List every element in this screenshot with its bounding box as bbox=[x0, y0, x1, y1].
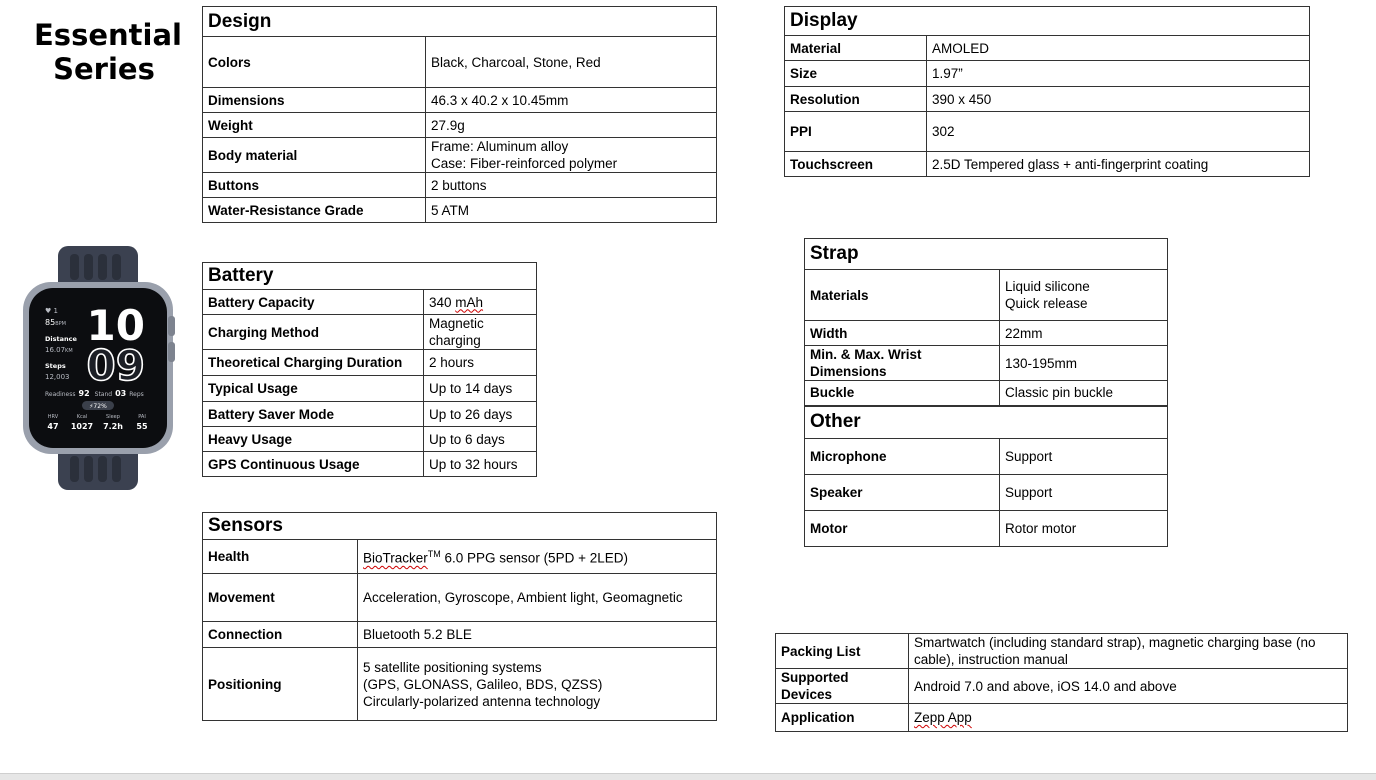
distance-value: 16.07KM bbox=[45, 346, 73, 354]
table-row: Body material Frame: Aluminum alloy Case: Fiber-reinforced polymer bbox=[203, 138, 717, 173]
table-row: Movement Acceleration, Gyroscope, Ambient light, Geomagnetic bbox=[203, 574, 717, 622]
minute: 09 bbox=[86, 341, 145, 390]
table-row: Motor Rotor motor bbox=[805, 511, 1168, 547]
stat-label-hrv: HRV bbox=[47, 414, 59, 420]
steps-value: 12,003 bbox=[45, 373, 70, 381]
sensors-table bbox=[202, 512, 717, 721]
table-row: Weight 27.9g bbox=[203, 113, 717, 138]
smartwatch-image bbox=[18, 246, 178, 490]
steps-label: Steps bbox=[45, 362, 66, 370]
table-row: Battery Saver Mode Up to 26 days bbox=[203, 402, 537, 427]
table-row: PPI 302 bbox=[785, 112, 1310, 152]
table-row: Microphone Support bbox=[805, 439, 1168, 475]
misc-table bbox=[775, 633, 1348, 732]
table-row: GPS Continuous Usage Up to 32 hours bbox=[203, 452, 537, 477]
display-header: Display bbox=[785, 7, 1310, 36]
sensors-header: Sensors bbox=[203, 513, 717, 540]
stat-value-hrv: 47 bbox=[47, 422, 59, 431]
table-row: Resolution 390 x 450 bbox=[785, 87, 1310, 112]
table-row: Material AMOLED bbox=[785, 36, 1310, 61]
table-row: Supported Devices Android 7.0 and above, iOS 14.0 and above bbox=[776, 669, 1348, 704]
table-row: Buttons 2 buttons bbox=[203, 173, 717, 198]
table-row: Touchscreen 2.5D Tempered glass + anti-fingerprint coating bbox=[785, 152, 1310, 177]
table-row: Health BioTracker™ 6.0 PPG sensor (5PD + 2LED) bbox=[203, 540, 717, 574]
table-row: Size 1.97” bbox=[785, 61, 1310, 87]
distance-label: Distance bbox=[45, 335, 77, 343]
table-row: Packing List Smartwatch (including standard strap), magnetic charging base (no cable), instruction manual bbox=[776, 634, 1348, 669]
stat-value-kcal: 1027 bbox=[70, 422, 94, 431]
table-row: Speaker Support bbox=[805, 475, 1168, 511]
hour: 10 bbox=[86, 301, 145, 350]
table-row: Buckle Classic pin buckle bbox=[805, 381, 1168, 406]
table-row: Positioning 5 satellite positioning systems (GPS, GLONASS, Galileo, BDS, QZSS) Circularly-polarized antenna technology bbox=[203, 648, 717, 721]
table-row: Theoretical Charging Duration 2 hours bbox=[203, 350, 537, 376]
stat-label-sleep: Sleep bbox=[106, 414, 120, 420]
stat-label-kcal: Kcal bbox=[76, 414, 88, 420]
top-small: ♥ 1 bbox=[45, 307, 58, 315]
table-row: Width 22mm bbox=[805, 321, 1168, 346]
design-header: Design bbox=[203, 7, 717, 37]
design-table bbox=[202, 6, 717, 223]
table-row: Colors Black, Charcoal, Stone, Red bbox=[203, 37, 717, 88]
display-table bbox=[784, 6, 1310, 177]
readiness: Readiness 92 Stand 03 Reps bbox=[45, 389, 144, 398]
table-row: Water-Resistance Grade 5 ATM bbox=[203, 198, 717, 223]
other-header: Other bbox=[805, 406, 1168, 439]
table-row: Connection Bluetooth 5.2 BLE bbox=[203, 622, 717, 648]
bpm-value: 85BPM bbox=[45, 318, 66, 327]
table-row: Dimensions 46.3 x 40.2 x 10.45mm bbox=[203, 88, 717, 113]
series-title bbox=[34, 18, 182, 86]
table-row: Battery Capacity 340 mAh bbox=[203, 290, 537, 315]
stat-label-pai: PAI bbox=[138, 414, 146, 420]
watch-button-top bbox=[168, 316, 175, 336]
stat-value-pai: 55 bbox=[136, 422, 148, 431]
table-row: Typical Usage Up to 14 days bbox=[203, 376, 537, 402]
battery-pill-text: ⚡72% bbox=[89, 403, 107, 410]
series-title-line2: Series bbox=[53, 52, 155, 86]
stat-value-sleep: 7.2h bbox=[103, 422, 123, 431]
strap-header: Strap bbox=[805, 239, 1168, 270]
table-row: Min. & Max. Wrist Dimensions 130-195mm bbox=[805, 346, 1168, 381]
table-row: Application Zepp App bbox=[776, 704, 1348, 732]
battery-header: Battery bbox=[203, 263, 537, 290]
table-row: Charging Method Magnetic charging bbox=[203, 315, 537, 350]
strap-other-table bbox=[804, 238, 1168, 547]
table-row: Heavy Usage Up to 6 days bbox=[203, 427, 537, 452]
battery-table bbox=[202, 262, 537, 477]
watch-button-bottom bbox=[168, 342, 175, 362]
table-row: Materials Liquid silicone Quick release bbox=[805, 270, 1168, 321]
series-title-line1: Essential bbox=[34, 18, 182, 52]
